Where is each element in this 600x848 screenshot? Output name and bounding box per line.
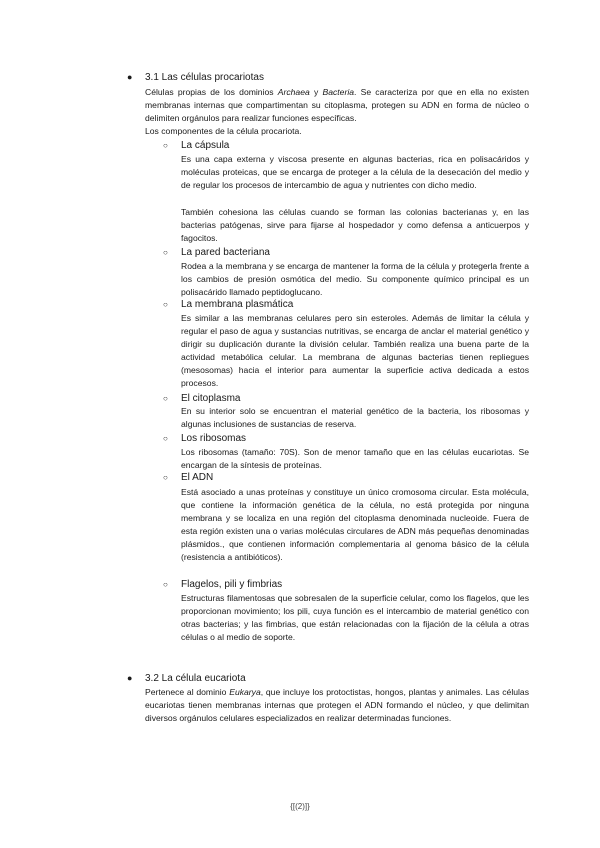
item-heading-citoplasma: El citoplasma xyxy=(181,393,241,404)
term-eukarya: Eukarya xyxy=(229,687,261,697)
item-heading-adn: El ADN xyxy=(181,472,214,483)
item-heading-membrana: La membrana plasmática xyxy=(181,299,294,310)
item-paragraph: También cohesiona las células cuando se forman las colonias bacterianas y, en las bacterias patógenas, sirve para fijarse al hospedador y como defensa a anticuerpos y fagocitos. xyxy=(181,207,529,243)
item-paragraph: Es similar a las membranas celulares pero sin esteroles. Además de limitar la célula y regular el paso de agua y sustancias nutritivas, se encarga de anclar el material genético y dirigir su duplicación durante la división celular. También realiza una buena parte de la actividad metabólica celular. La membrana de algunas bacterias tienen repliegues (mesosomas) hacia el interior para aumentar la superficie activa dedicada a estos procesos. xyxy=(181,313,529,388)
bullet-dot-icon: ● xyxy=(127,673,133,683)
item-paragraph: Los ribosomas (tamaño: 70S). Son de menor tamaño que en las células eucariotas. Se encargan de la síntesis de proteínas. xyxy=(181,447,529,470)
item-paragraph: Está asociado a unas proteínas y constituye un único cromosoma circular. Esta molécula, que contiene la información genética de la célula, no está protegida por ninguna membrana y se localiza en una región del citoplasma denominada nucleoide. Fuera de esta región existen una o varias moléculas circulares de ADN más pequeñas denominadas plásmidos., que contienen información complementaria al genoma básico de la célula (resistencia a antibióticos). xyxy=(181,487,529,562)
item-paragraph: En su interior solo se encuentran el material genético de la bacteria, los ribosomas y algunas inclusiones de sustancias de reserva. xyxy=(181,406,529,429)
term-archaea: Archaea xyxy=(277,87,310,97)
bullet-circle-icon: ○ xyxy=(163,141,168,150)
bullet-circle-icon: ○ xyxy=(163,473,168,482)
section-heading-procariotas: 3.1 Las células procariotas xyxy=(145,72,264,83)
bullet-circle-icon: ○ xyxy=(163,248,168,257)
item-paragraph: Es una capa externa y viscosa presente en algunas bacterias, rica en polisacáridos y moléculas proteicas, que se encarga de proteger a la célula de la desecación del medio y de regular los procesos de intercambio de agua y nutrientes con dicho medio. xyxy=(181,154,529,190)
item-paragraph: Estructuras filamentosas que sobresalen de la superficie celular, como los flagelos, que les proporcionan movimiento; los pili, cuya función es el intercambio de material genético con otras bacterias; y las fimbrias, que están relacionadas con la fijación de la célula a otras células o al medio de soporte. xyxy=(181,593,529,642)
section-paragraph-eucariota: Pertenece al dominio Eukarya, que incluye los protoctistas, hongos, plantas y animales. Las células eucariotas tienen membranas internas que protegen el ADN formando el núcleo, y que delimitan diversos orgánulos celulares especializados en realizar determinadas funciones. xyxy=(145,687,529,723)
section-intro-paragraph: Células propias de los dominios Archaea y Bacteria. Se caracteriza por que en ella no existen membranas internas que compartimentan su citoplasma, protegen su ADN en forma de núcleo o delimiten orgánulos para realizar funciones específicas. xyxy=(145,87,529,123)
item-heading-pared: La pared bacteriana xyxy=(181,247,270,258)
section-heading-eucariota: 3.2 La célula eucariota xyxy=(145,673,246,684)
bullet-circle-icon: ○ xyxy=(163,394,168,403)
components-intro: Los componentes de la célula procariota. xyxy=(145,126,302,136)
term-bacteria: Bacteria xyxy=(322,87,355,97)
item-heading-ribosomas: Los ribosomas xyxy=(181,433,247,444)
item-heading-capsula: La cápsula xyxy=(181,140,230,151)
item-heading-flagelos: Flagelos, pili y fimbrias xyxy=(181,579,283,590)
bullet-circle-icon: ○ xyxy=(163,300,168,309)
page-number: {[(2)]} xyxy=(290,802,310,811)
bullet-dot-icon: ● xyxy=(127,72,133,82)
bullet-circle-icon: ○ xyxy=(163,580,168,589)
item-paragraph: Rodea a la membrana y se encarga de mantener la forma de la célula y protegerla frente a los cambios de presión osmótica del medio. Su componente químico principal es un polisacárido llamado peptidoglucano. xyxy=(181,261,529,297)
bullet-circle-icon: ○ xyxy=(163,434,168,443)
